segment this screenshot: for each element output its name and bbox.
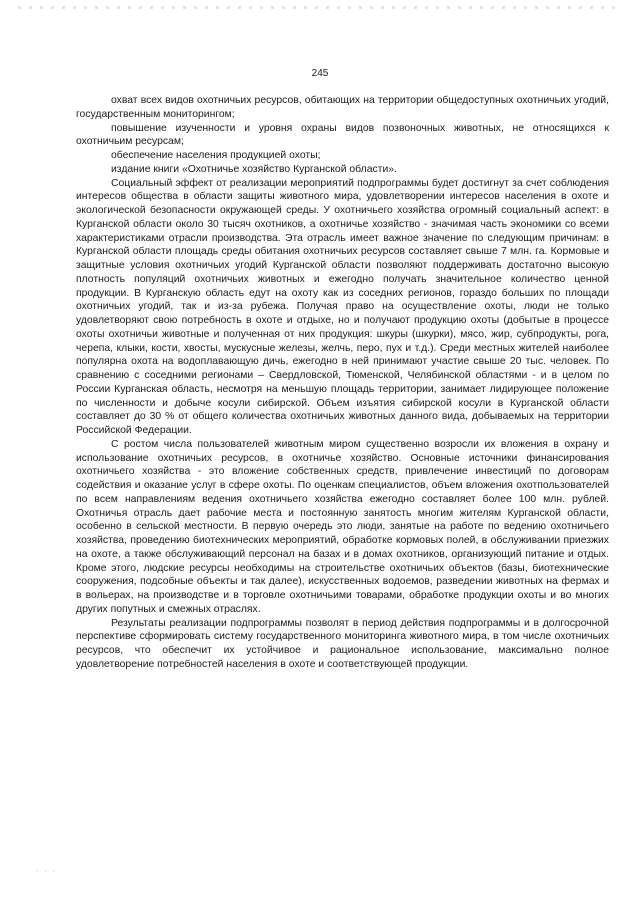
paragraph: Результаты реализации подпрограммы позволят в период действия подпрограммы и в долгосрочной перспективе сформировать систему государственного мониторинга животного мира, в том числе охотничьих ресурсов, что обеспечит их устойчивое и рациональное использование, максимально полное удовлетворение потребностей населения в охоте и соответствующей продукции.: [76, 617, 609, 670]
paragraph: повышение изученности и уровня охраны видов позвоночных животных, не относящихся к охотничьим ресурсам;: [76, 122, 609, 148]
document-body: [76, 94, 609, 672]
scan-artifact-corner: · · ·: [36, 868, 57, 875]
paragraph: охват всех видов охотничьих ресурсов, обитающих на территории общедоступных охотничьих угодий, государственным мониторингом;: [76, 95, 609, 120]
paragraph: Социальный эффект от реализации мероприятий подпрограммы будет достигнут за счет соблюдения интересов общества в области защиты животного мира, удовлетворении интересов населения в охоте и экологической безопасности окружающей среды. У охотничьего хозяйства огромный социальный аспект: в Курганской области около 30 тысяч охотников, а охотничье хозяйство - значимая часть экономики со всеми характеристиками отрасли производства. Эта отрасль имеет важное значение по следующим причинам: в Курганской области площадь среды обитания охотничьих ресурсов составляет свыше 7 млн. га. Кормовые и защитные условия охотничьих угодий Курганской области позволяют поддерживать достаточно высокую плотность популяций охотничьих животных и ежегодно получать значительное количество ценной продукции. В Курганскую область едут на охоту как из соседних регионов, гораздо больших по площади охотничьих угодий, так и из-за рубежа. Получая право на осуществление охоты, люди не только удовлетворяют свою потребность в охоте и отдыхе, но и получают продукцию охоты (добытые в процессе охоты охотничьи животные и полученная от них продукция: шкуры (шкурки), мясо, жир, субпродукты, рога, черепа, клыки, кости, хвосты, мускусные железы, желчь, перо, пух и т.д.). Среди местных жителей наиболее популярна охота на водоплавающую дичь, ежегодно в ней принимают участие свыше 20 тыс. человек. По сравнению с соседними регионами – Свердловской, Тюменской, Челябинской областями - и в целом по России Курганская область, несмотря на меньшую площадь территории, занимает лидирующее положение по численности и добыче косули сибирской. Объем изъятия сибирской косули в Курганской области составляет до 30 % от общего количества охотничьих животных данного вида, добываемых на территории Российской Федерации.: [76, 177, 609, 436]
paragraph: С ростом числа пользователей животным миром существенно возросли их вложения в охрану и использование охотничьих ресурсов, в охотничье хозяйство. Основные источники финансирования охотничьего хозяйства - это вложение собственных средств, привлечение инвестиций по договорам содействия и оказание услуг в сфере охоты. По оценкам специалистов, объем вложения охотпользователей по всем направлениям ведения охотничьего хозяйства ежегодно составляет более 100 млн. рублей. Охотничья отрасль дает рабочие места и постоянную занятость многим жителям Курганской области, особенно в сельской местности. В первую очередь это люди, занятые на работе по ведению охотничьего хозяйства, проведению биотехнических мероприятий, обработке кормовых полей, в обслуживании приезжих на охоте, а также обслуживающий персонал на базах и в домах охотников, организующий питание и отдых. Кроме этого, людские ресурсы необходимы на строительстве охотничьих объектов (базы, биотехнические сооружения, подсобные объекты и так далее), искусственных водоемов, разведении животных на фермах и в вольерах, на производстве и в торговле охотничьими товарами, обработке продукции охоты и во многих других попутных и смежных отраслях.: [76, 438, 609, 615]
scan-artifact-top: [18, 6, 618, 9]
paragraph: издание книги «Охотничье хозяйство Курганской области».: [111, 163, 397, 175]
paragraph: обеспечение населения продукцией охоты;: [111, 150, 321, 161]
page-number: 245: [311, 68, 329, 79]
